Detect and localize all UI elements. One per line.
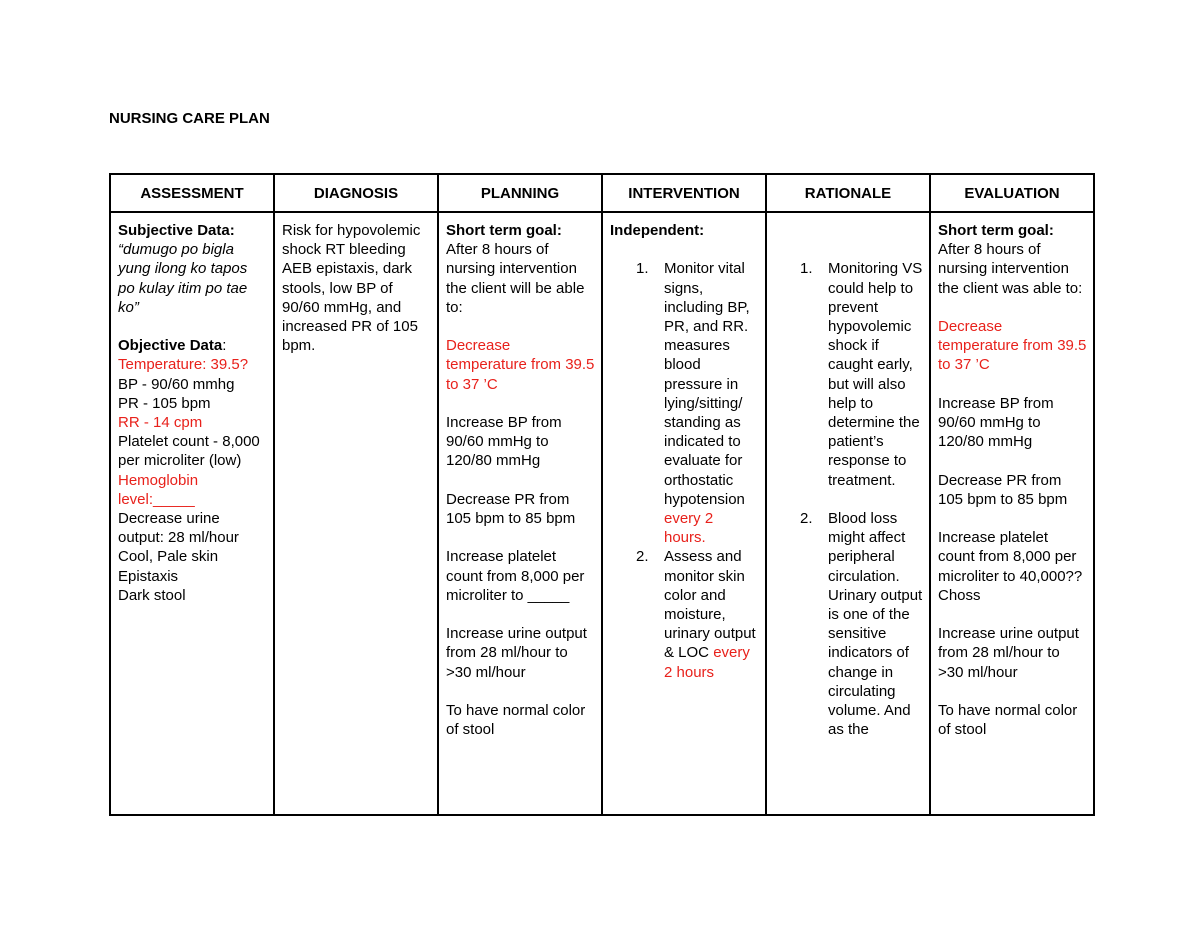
rationale-list [774,259,923,739]
list-item [610,547,759,681]
planning-stool-goal: To have normal color of stool [446,701,586,739]
subjective-quote: “dumugo po bigla yung ilong ko tapos po kulay itim po tae ko” [118,241,248,316]
header-planning: PLANNING [438,174,602,212]
evaluation-temp-goal: Decrease temperature from 39.5 to 37 ’C [938,318,1087,374]
evaluation-platelet-goal: Increase platelet count from 8,000 per microliter to 40,000?? Choss [938,529,1083,604]
rationale-item-text: Blood loss might affect peripheral circulation. Urinary output is one of the sensitive indicators of change in circulating volume. And as the [828,510,923,739]
rationale-cell [766,212,930,815]
intervention-list [610,259,759,681]
evaluation-urine-goal: Increase urine output from 28 ml/hour to >30 ml/hour [938,625,1079,681]
intervention-item-text: Assess and monitor skin color and moisture, urinary output & LOC [664,548,756,662]
list-item [774,259,923,489]
page-title: NURSING CARE PLAN [109,110,270,127]
assessment-cell [110,212,274,815]
header-rationale: RATIONALE [766,174,930,212]
table-header-row [110,174,1094,212]
evaluation-intro: After 8 hours of nursing intervention the client was able to: [938,241,1083,297]
list-item-number: 1. [636,260,649,278]
intervention-item-frequency: every 2 hours [664,644,750,681]
platelet-value: Platelet count - 8,000 per microliter (low) [118,433,260,470]
objective-colon: : [222,337,227,355]
planning-cell [438,212,602,815]
subjective-label: Subjective Data: [118,222,235,239]
diagnosis-cell [274,212,438,815]
rationale-item-text: Monitoring VS could help to prevent hypovolemic shock if caught early, but will also help to determine the patient’s response to treatment. [828,260,923,489]
planning-temp-goal: Decrease temperature from 39.5 to 37 ’C [446,337,595,393]
header-evaluation: EVALUATION [930,174,1094,212]
planning-platelet-goal: Increase platelet count from 8,000 per microliter to _____ [446,548,585,604]
hemoglobin-value: Hemoglobin level:_____ [118,471,199,508]
list-item [774,509,923,739]
nursing-care-plan-table [109,173,1095,816]
list-item-number: 2. [636,548,649,566]
evaluation-cell [930,212,1094,815]
intervention-item-frequency: every 2 hours. [664,510,714,547]
pr-value: PR - 105 bpm [118,394,211,412]
table-row [110,212,1094,815]
evaluation-goal-label: Short term goal: [938,222,1054,239]
epistaxis-value: Epistaxis [118,567,179,585]
planning-bp-goal: Increase BP from 90/60 mmHg to 120/80 mmHg [446,414,562,470]
header-diagnosis: DIAGNOSIS [274,174,438,212]
header-intervention: INTERVENTION [602,174,766,212]
intervention-cell [602,212,766,815]
intervention-label: Independent: [610,222,705,239]
evaluation-stool-goal: To have normal color of stool [938,701,1078,739]
list-item [610,259,759,547]
skin-value: Cool, Pale skin [118,548,219,566]
list-item-number: 1. [800,260,813,278]
evaluation-bp-goal: Increase BP from 90/60 mmHg to 120/80 mmHg [938,394,1054,451]
list-item-number: 2. [800,510,813,527]
intervention-item-text: Monitor vital signs, including BP, PR, and RR. measures blood pressure in lying/sitting/ standing as indicated to evaluate for orthostatic hypotension [664,260,750,508]
planning-goal-label: Short term goal: [446,222,562,239]
rr-value: RR - 14 cpm [118,414,203,432]
evaluation-pr-goal: Decrease PR from 105 bpm to 85 bpm [938,471,1068,508]
urine-value: Decrease urine output: 28 ml/hour [118,510,239,547]
diagnosis-text: Risk for hypovolemic shock RT bleeding AEB epistaxis, dark stools, low BP of 90/60 mmHg, and increased PR of 105 bpm. [282,222,421,355]
header-assessment: ASSESSMENT [110,174,274,212]
planning-urine-goal: Increase urine output from 28 ml/hour to >30 ml/hour [446,625,587,681]
objective-label: Objective Data [118,337,223,355]
stool-value: Dark stool [118,586,186,604]
planning-pr-goal: Decrease PR from 105 bpm to 85 bpm [446,490,576,527]
bp-value: BP - 90/60 mmhg [118,375,235,393]
planning-intro: After 8 hours of nursing intervention the client will be able to: [446,241,585,316]
temperature-value: Temperature: 39.5? [118,356,249,374]
